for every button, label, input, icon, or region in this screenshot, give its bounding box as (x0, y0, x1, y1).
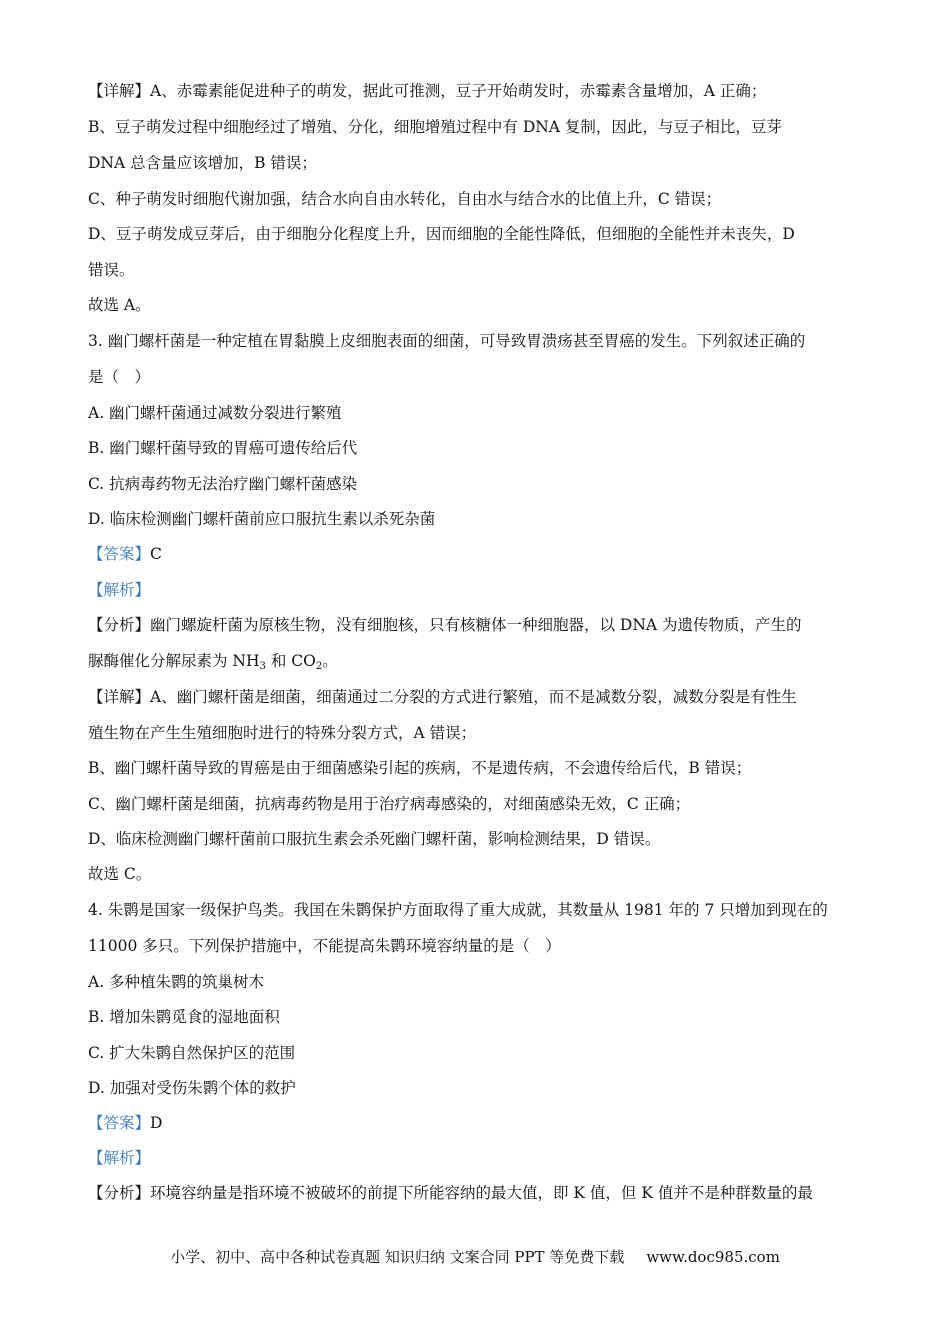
q3-option-a: A. 幽门螺杆菌通过减数分裂进行繁殖 (88, 404, 342, 422)
q3-fenxi-b-sub1: 3 (259, 661, 266, 672)
line-p4b: 错误。 (88, 261, 135, 279)
line-p5: 故选 A。 (88, 296, 151, 314)
q3-fenxi-b-text1: 脲酶催化分解尿素为 NH (88, 652, 260, 670)
line-p3: C、种子萌发时细胞代谢加强，结合水向自由水转化，自由水与结合水的比值上升，C 错误； (88, 190, 722, 208)
q3-fenxi-a: 【分析】幽门螺旋杆菌为原核生物，没有细胞核，只有核糖体一种细胞器，以 DNA 为遗传物质，产生的 (88, 616, 802, 634)
q4-option-b: B. 增加朱鹮觅食的湿地面积 (88, 1008, 280, 1026)
q3-stem-b: 是（ ） (88, 368, 151, 386)
q3-option-c: C. 抗病毒药物无法治疗幽门螺杆菌感染 (88, 475, 358, 493)
q4-option-d: D. 加强对受伤朱鹮个体的救护 (88, 1079, 296, 1097)
q3-option-b: B. 幽门螺杆菌导致的胃癌可遗传给后代 (88, 439, 358, 457)
q4-answer-value: D (150, 1114, 163, 1132)
q4-stem-b: 11000 多只。下列保护措施中，不能提高朱鹮环境容纳量的是（ ） (88, 937, 561, 955)
line-p4a: D、豆子萌发成豆芽后，由于细胞分化程度上升，因而细胞的全能性降低，但细胞的全能性并未丧失，D (88, 225, 795, 243)
q4-answer-label: 【答案】 (88, 1114, 151, 1132)
q3-detail-1b: 殖生物在产生生殖细胞时进行的特殊分裂方式，A 错误； (88, 724, 477, 742)
q4-option-c: C. 扩大朱鹮自然保护区的范围 (88, 1044, 296, 1062)
q3-answer (88, 544, 162, 564)
q3-stem-a: 3. 幽门螺杆菌是一种定植在胃黏膜上皮细胞表面的细菌，可导致胃溃疡甚至胃癌的发生。下列叙述正确的 (88, 332, 806, 350)
footer-url[interactable]: www.doc985.com (646, 1248, 780, 1266)
q3-jiexi-label: 【解析】 (88, 581, 151, 599)
q3-fenxi-b-text3: 。 (322, 652, 338, 670)
footer-text: 小学、初中、高中各种试卷真题 知识归纳 文案合同 PPT 等免费下载 (170, 1248, 625, 1266)
q3-fenxi-b (88, 651, 338, 671)
q3-detail-4: D、临床检测幽门螺杆菌前口服抗生素会杀死幽门螺杆菌，影响检测结果，D 错误。 (88, 830, 661, 848)
q3-answer-label: 【答案】 (88, 545, 151, 563)
q3-detail-2: B、幽门螺杆菌导致的胃癌是由于细菌感染引起的疾病，不是遗传病，不会遗传给后代，B 错误； (88, 759, 752, 777)
q3-answer-value: C (150, 545, 162, 563)
q4-fenxi-a: 【分析】环境容纳量是指环境不被破坏的前提下所能容纳的最大值，即 K 值，但 K 值并不是种群数量的最 (88, 1184, 813, 1202)
q3-fenxi-b-text2: 和 CO (265, 652, 316, 670)
q3-detail-3: C、幽门螺杆菌是细菌，抗病毒药物是用于治疗病毒感染的，对细菌感染无效，C 正确； (88, 795, 691, 813)
q3-choose: 故选 C。 (88, 865, 152, 883)
line-p2b: DNA 总含量应该增加，B 错误； (88, 154, 317, 172)
q4-stem-a: 4. 朱鹮是国家一级保护鸟类。我国在朱鹮保护方面取得了重大成就，其数量从 1981 年的 7 只增加到现在的 (88, 901, 828, 919)
q3-detail-1a: 【详解】A、幽门螺杆菌是细菌，细菌通过二分裂的方式进行繁殖，而不是减数分裂，减数分裂是有性生 (88, 688, 797, 706)
line-p2a: B、豆子萌发过程中细胞经过了增殖、分化，细胞增殖过程中有 DNA 复制，因此，与豆子相比，豆芽 (88, 118, 782, 136)
q4-option-a: A. 多种植朱鹮的筑巢树木 (88, 973, 265, 991)
q4-answer (88, 1113, 162, 1133)
line-p1: 【详解】A、赤霉素能促进种子的萌发，据此可推测，豆子开始萌发时，赤霉素含量增加，A 正确； (88, 82, 767, 100)
q3-fenxi-b-sub2: 2 (315, 661, 323, 672)
q3-option-d: D. 临床检测幽门螺杆菌前应口服抗生素以杀死杂菌 (88, 510, 436, 528)
page-footer (0, 1246, 950, 1267)
q4-jiexi-label: 【解析】 (88, 1149, 151, 1167)
